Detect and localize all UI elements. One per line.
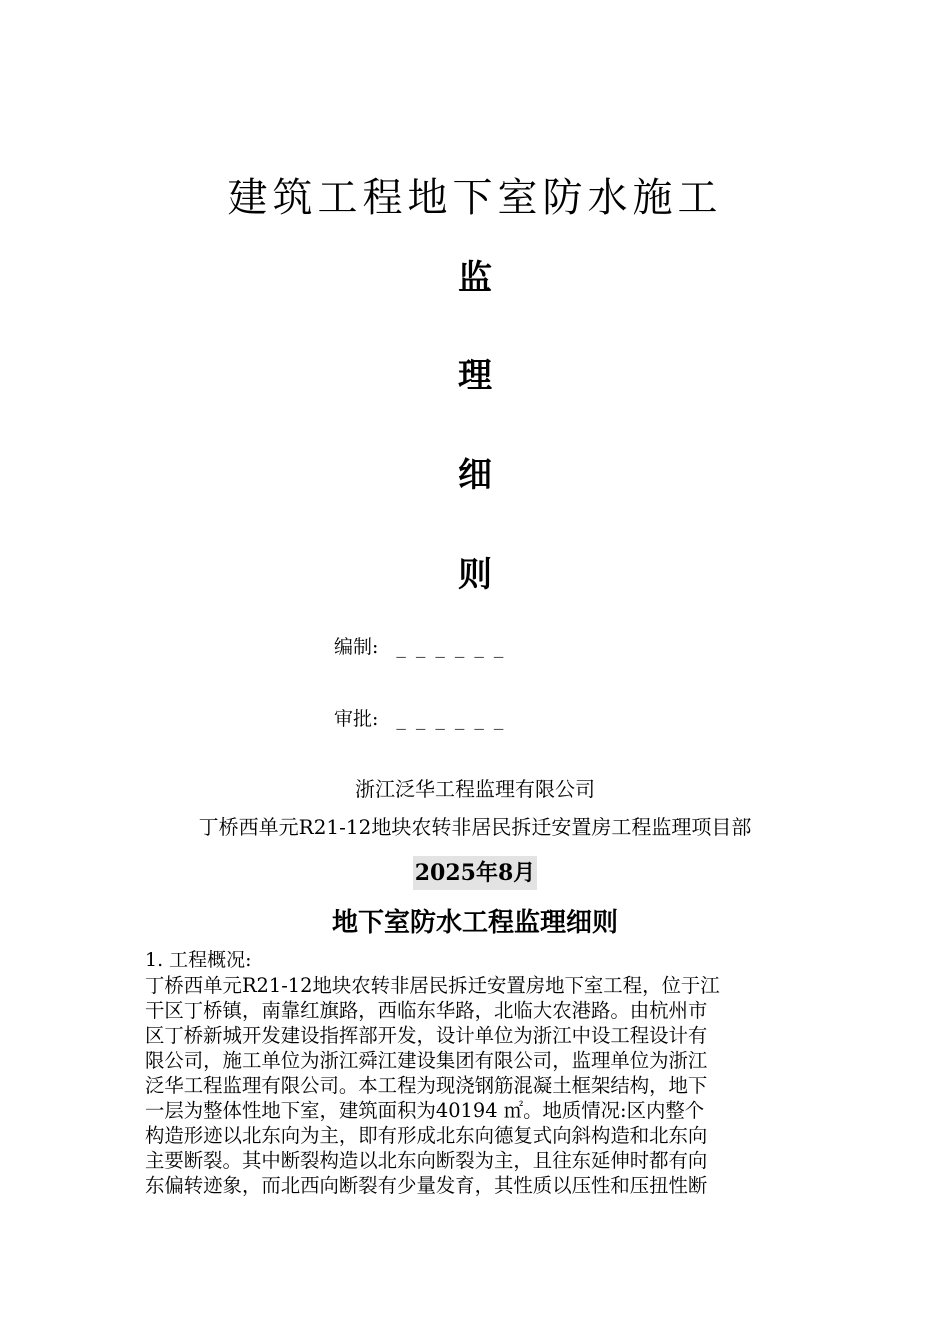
title-char-jian: 监 [458, 258, 492, 298]
approved-by-label: 审批: [334, 708, 379, 730]
paragraph-line: 主要断裂。其中断裂构造以北东向断裂为主，且往东延伸时都有向 [145, 1149, 708, 1172]
compiled-by-row [334, 633, 513, 661]
issue-date-row [0, 856, 950, 890]
paragraph-line: 丁桥西单元R21-12地块农转非居民拆迁安置房地下室工程，位于江 [145, 974, 720, 997]
approved-by-blank: ______ [396, 708, 514, 730]
paragraph-line: 区丁桥新城开发建设指挥部开发，设计单位为浙江中设工程设计有 [145, 1024, 708, 1047]
paragraph-line: 限公司，施工单位为浙江舜江建设集团有限公司，监理单位为浙江 [145, 1049, 708, 1072]
title-char-ze: 则 [458, 555, 492, 595]
document-title: 建筑工程地下室防水施工 [227, 175, 723, 221]
paragraph-line: 东偏转迹象，而北西向断裂有少量发育，其性质以压性和压扭性断 [145, 1174, 708, 1197]
paragraph-line: 泛华工程监理有限公司。本工程为现浇钢筋混凝土框架结构，地下 [145, 1074, 708, 1097]
paragraph-line: 构造形迹以北东向为主，即有形成北东向德复式向斜构造和北东向 [145, 1124, 708, 1147]
paragraph-line: 一层为整体性地下室，建筑面积为40194 ㎡。地质情况:区内整个 [145, 1099, 705, 1122]
title-char-xi: 细 [458, 455, 492, 495]
company-name: 浙江泛华工程监理有限公司 [355, 777, 595, 801]
compiled-by-blank: ______ [396, 636, 514, 658]
overview-title: 1. 工程概况: [145, 949, 252, 971]
project-department: 丁桥西单元R21-12地块农转非居民拆迁安置房工程监理项目部 [198, 815, 752, 839]
paragraph-line: 干区丁桥镇，南靠红旗路，西临东华路，北临大农港路。由杭州市 [145, 999, 708, 1022]
compiled-by-label: 编制: [334, 636, 379, 658]
section-heading: 地下室防水工程监理细则 [331, 908, 618, 938]
approved-by-row [334, 705, 513, 733]
title-char-li: 理 [458, 356, 492, 396]
issue-date: 2025年8月 [413, 856, 538, 890]
